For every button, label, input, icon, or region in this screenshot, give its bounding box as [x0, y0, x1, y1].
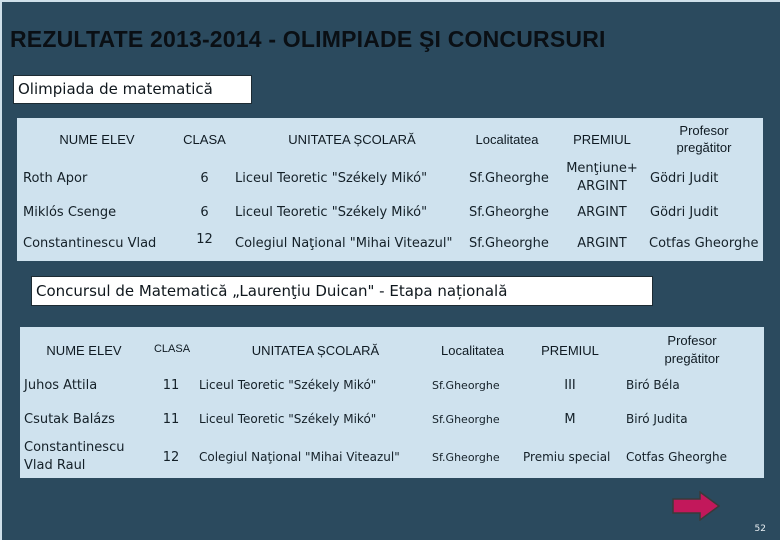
next-slide-button[interactable] [672, 491, 720, 521]
page-number: 52 [754, 524, 766, 534]
header-locality: Localitatea [441, 343, 504, 358]
row2-prize: M [564, 412, 576, 427]
header-school: UNITATEA ȘCOLARĂ [251, 343, 380, 358]
row2-prize: ARGINT [577, 205, 627, 220]
row3-teacher: Cotfas Gheorghe [649, 236, 759, 251]
row3-class: 12 [162, 450, 180, 465]
slide-border-left [0, 0, 2, 540]
header-teacher-line1: Profesor [667, 333, 717, 348]
row2-locality: Sf.Gheorghe [432, 413, 500, 426]
row2-class: 11 [162, 412, 180, 427]
row1-prize-line2: ARGINT [577, 179, 627, 194]
header-teacher [630, 332, 754, 368]
row1-prize-line1: Menţiune+ [566, 161, 638, 176]
section-label-contest: Concursul de Matematică „Laurenţiu Duican" - Etapa națională [31, 276, 653, 306]
section-label-olympiad: Olimpiada de matematică [13, 75, 252, 104]
row2-name: Csutak Balázs [24, 412, 115, 427]
row1-locality: Sf.Gheorghe [469, 171, 549, 186]
row3-locality: Sf.Gheorghe [469, 236, 549, 251]
row3-name-line2: Vlad Raul [24, 458, 86, 473]
row1-teacher: Gödri Judit [650, 171, 719, 186]
contest-table [20, 327, 764, 478]
row1-prize: III [564, 378, 576, 393]
row3-name: Constantinescu Vlad [23, 236, 157, 251]
right-arrow-icon [672, 491, 720, 521]
row3-prize: ARGINT [577, 236, 627, 251]
row1-name: Juhos Attila [24, 378, 98, 393]
row2-school: Liceul Teoretic "Székely Mikó" [235, 205, 428, 220]
header-name: NUME ELEV [59, 132, 135, 147]
olympiad-table [17, 118, 763, 261]
header-locality: Localitatea [475, 132, 539, 147]
row1-school: Liceul Teoretic "Székely Mikó" [235, 171, 428, 186]
header-school: UNITATEA ȘCOLARĂ [288, 132, 416, 147]
row3-locality: Sf.Gheorghe [432, 451, 500, 464]
header-teacher-line2: pregătitor [676, 140, 732, 155]
row2-class: 6 [200, 205, 209, 220]
row3-prize: Premiu special [523, 450, 611, 464]
row3-name-line1: Constantinescu [24, 440, 125, 455]
slide-border-top [0, 0, 780, 2]
row2-teacher: Gödri Judit [650, 205, 719, 220]
row3-name [24, 439, 124, 475]
header-teacher [645, 122, 763, 156]
row3-school: Colegiul Naţional "Mihai Viteazul" [199, 450, 400, 464]
row1-school: Liceul Teoretic "Székely Mikó" [199, 378, 377, 392]
row3-teacher: Cotfas Gheorghe [626, 450, 728, 464]
row1-class: 11 [162, 378, 180, 393]
row3-school: Colegiul Naţional "Mihai Viteazul" [235, 236, 453, 251]
header-teacher-line1: Profesor [679, 123, 729, 138]
row2-teacher: Biró Judita [626, 412, 688, 426]
header-teacher-line2: pregătitor [664, 351, 720, 366]
row1-prize [552, 160, 652, 196]
header-class: CLASA [153, 343, 191, 355]
header-name: NUME ELEV [46, 343, 122, 358]
row3-class: 12 [196, 232, 213, 247]
header-class: CLASA [183, 132, 226, 147]
row2-school: Liceul Teoretic "Székely Mikó" [199, 412, 377, 426]
row1-class: 6 [200, 171, 209, 186]
row1-name: Roth Apor [23, 171, 88, 186]
header-prize: PREMIUL [573, 132, 631, 147]
row1-locality: Sf.Gheorghe [432, 379, 500, 392]
row2-locality: Sf.Gheorghe [469, 205, 549, 220]
row2-name: Miklós Csenge [23, 205, 117, 220]
header-prize: PREMIUL [541, 343, 599, 358]
page-title: REZULTATE 2013-2014 - OLIMPIADE ŞI CONCURSURI [10, 26, 606, 52]
row1-teacher: Biró Béla [626, 378, 680, 392]
